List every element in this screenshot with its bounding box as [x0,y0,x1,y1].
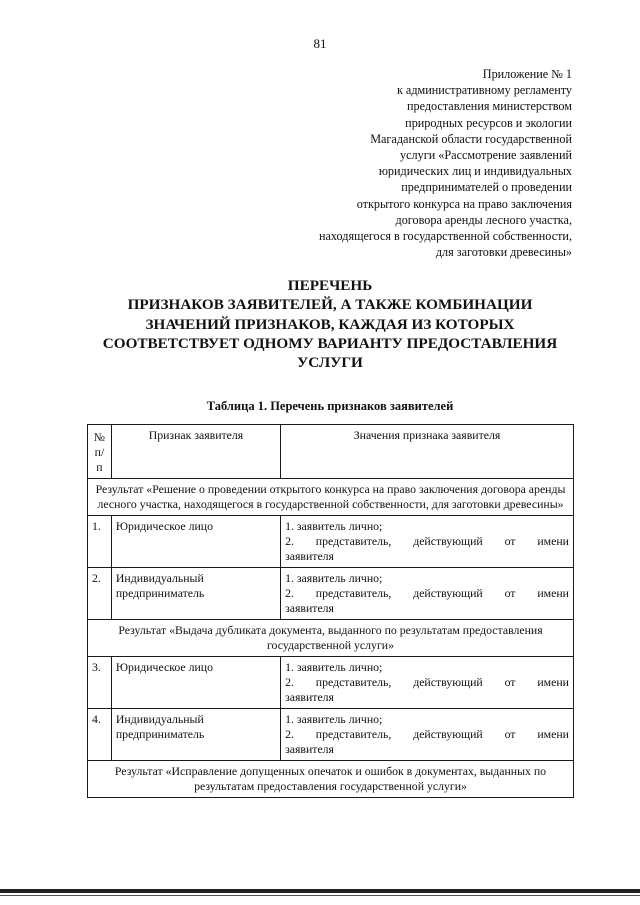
row-number: 3. [88,657,112,709]
row-values [281,568,574,620]
table-row [88,568,574,620]
value-word: действующий [413,586,483,600]
row-attribute: Индивидуальный предприниматель [111,568,280,620]
row-number: 4. [88,709,112,761]
row-attribute: Юридическое лицо [111,516,280,568]
page-number: 81 [313,36,327,51]
value-word: имени [537,586,569,600]
value-word: представитель, [315,675,392,689]
value-word: от [504,727,516,741]
heading-line: СООТВЕТСТВУЕТ ОДНОМУ ВАРИАНТУ ПРЕДОСТАВЛЕНИЯ [102,334,558,352]
value-word: 2. [285,586,294,600]
header-values: Значения признака заявителя [281,425,574,479]
value-line-justified [285,534,569,549]
appendix-line: предпринимателей о проведении [401,180,572,195]
value-word: 2. [285,534,294,548]
row-attribute: Индивидуальный предприниматель [111,709,280,761]
value-line: 1. заявитель лично; [285,712,383,726]
value-word: имени [537,675,569,689]
value-line-justified [285,586,569,601]
value-word: представитель, [315,534,392,548]
value-line: 1. заявитель лично; [285,519,383,533]
value-line: заявителя [285,601,334,615]
appendix-line: Магаданской области государственной [370,131,572,146]
heading-line: ЗНАЧЕНИЙ ПРИЗНАКОВ, КАЖДАЯ ИЗ КОТОРЫХ [145,315,515,333]
value-line: 1. заявитель лично; [285,660,383,674]
result-row [88,620,574,657]
value-word: от [504,675,516,689]
value-word: действующий [413,675,483,689]
value-line-justified [285,675,569,690]
applicant-attributes-table [87,424,574,798]
header-number [88,425,112,479]
value-word: от [504,534,516,548]
page-bottom-rule-thin [0,895,640,896]
value-word: имени [537,727,569,741]
table-header-row [88,425,574,479]
table-row [88,516,574,568]
appendix-line: предоставления министерством [406,99,572,114]
appendix-line: к административному регламенту [396,83,572,98]
row-attribute: Юридическое лицо [111,657,280,709]
value-word: от [504,586,516,600]
row-values [281,516,574,568]
value-line: заявителя [285,549,334,563]
result-text: Результат «Исправление допущенных опечаток и ошибок в документах, выданных по результатам предоставления государственной услуги» [88,761,574,798]
value-line: заявителя [285,690,334,704]
value-word: действующий [413,727,483,741]
appendix-line: для заготовки древесины» [435,245,572,260]
table-caption: Таблица 1. Перечень признаков заявителей [206,399,454,413]
header-number-line2: п/п [94,445,105,474]
value-word: представитель, [315,727,392,741]
appendix-line: природных ресурсов и экологии [405,115,572,130]
appendix-line: юридических лиц и индивидуальных [378,164,572,179]
appendix-line: Приложение № 1 [482,67,572,81]
result-row [88,761,574,798]
value-word: 2. [285,727,294,741]
header-attribute: Признак заявителя [111,425,280,479]
appendix-block [272,66,572,260]
heading-line: ПЕРЕЧЕНЬ [287,277,373,294]
result-row [88,479,574,516]
value-line: 1. заявитель лично; [285,571,383,585]
page-bottom-rule [0,889,640,893]
table-row [88,657,574,709]
row-number: 1. [88,516,112,568]
row-values [281,657,574,709]
value-word: действующий [413,534,483,548]
row-values [281,709,574,761]
document-heading [80,276,580,372]
appendix-line: услуги «Рассмотрение заявлений [400,148,572,163]
table-row [88,709,574,761]
heading-line: УСЛУГИ [297,354,363,372]
result-text: Результат «Решение о проведении открытого конкурса на право заключения договора аренды лесного участка, находящегося в государственной собственности, для заготовки древесины» [88,479,574,516]
value-line: заявителя [285,742,334,756]
value-word: 2. [285,675,294,689]
value-word: представитель, [315,586,392,600]
result-text: Результат «Выдача дубликата документа, выданного по результатам предоставления государственной услуги» [88,620,574,657]
value-line-justified [285,727,569,742]
appendix-line: договора аренды лесного участка, [395,212,572,227]
appendix-line: находящегося в государственной собственности, [318,229,572,244]
appendix-line: открытого конкурса на право заключения [356,196,572,211]
value-word: имени [537,534,569,548]
row-number: 2. [88,568,112,620]
heading-line: ПРИЗНАКОВ ЗАЯВИТЕЛЕЙ, А ТАКЖЕ КОМБИНАЦИИ [127,296,533,314]
header-number-line1: № [93,430,106,444]
